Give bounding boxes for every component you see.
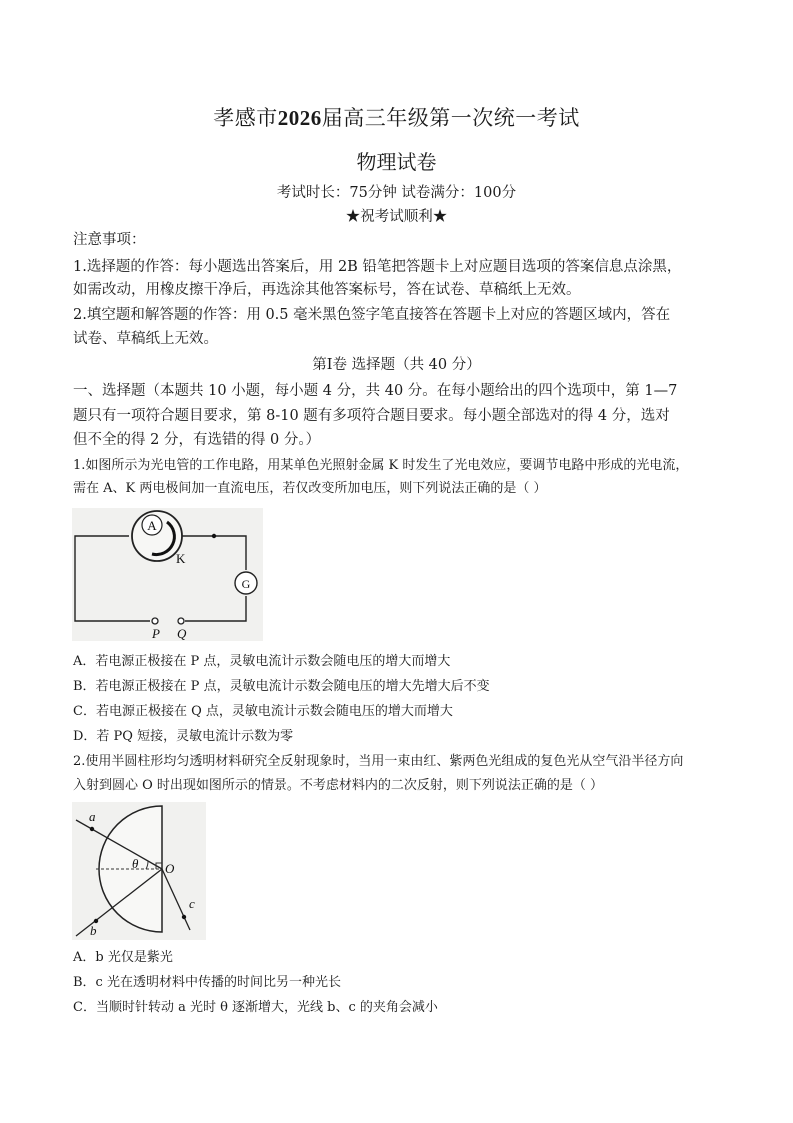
notice-item2-line1: 2.填空题和解答题的作答：用 0.5 毫米黑色签字笔直接答在答题卡上对应的答题区域内，答在 [73, 307, 671, 323]
notice-item1-line2: 如需改动，用橡皮擦干净后，再选涂其他答案标号，答在试卷、草稿纸上无效。 [73, 282, 581, 298]
q2-label-c: c [189, 896, 195, 911]
section-intro-line2: 题只有一项符合题目要求，第 8-10 题有多项符合题目要求。每小题全部选对的得 4 分，选对 [73, 408, 670, 424]
exam-meta: 考试时长：75分钟 试卷满分：100分 [276, 185, 517, 201]
exam-title [0, 102, 793, 132]
q1-label-k: K [176, 551, 186, 566]
exam-wish: ★祝考试顺利★ [345, 209, 448, 225]
q1-option-c: C．若电源正极接在 Q 点，灵敏电流计示数会随电压的增大而增大 [73, 704, 453, 719]
q1-circuit-figure [72, 508, 263, 641]
q1-option-b: B．若电源正极接在 P 点，灵敏电流计示数会随电压的增大先增大后不变 [73, 679, 490, 694]
q2-refraction-figure [72, 802, 206, 940]
q2-label-b: b [90, 923, 97, 938]
q2-option-a: A．b 光仅是紫光 [73, 950, 173, 965]
title-city: 孝感市 [213, 106, 278, 130]
notice-item1-line1: 1.选择题的作答：每小题选出答案后，用 2B 铅笔把答题卡上对应题目选项的答案信息点涂黑， [73, 259, 682, 275]
q1-label-a: A [147, 518, 157, 533]
q2-label-o: O [165, 861, 175, 876]
title-year: 2026 [277, 106, 322, 130]
section-intro-line1: 一、选择题（本题共 10 小题，每小题 4 分，共 40 分。在每小题给出的四个选项中，第 1—7 [73, 383, 678, 399]
q1-option-a: A．若电源正极接在 P 点，灵敏电流计示数会随电压的增大而增大 [73, 654, 451, 669]
q1-stem-line1: 1.如图所示为光电管的工作电路，用某单色光照射金属 K 时发生了光电效应，要调节电路中形成的光电流， [73, 458, 689, 473]
q1-label-q: Q [177, 626, 187, 641]
notice-item2-line2: 试卷、草稿纸上无效。 [73, 331, 218, 347]
q2-label-theta: θ [132, 856, 139, 871]
q1-label-p: P [152, 626, 160, 641]
q2-label-a: a [89, 809, 96, 824]
exam-subject: 物理试卷 [356, 150, 437, 174]
section-intro-line3: 但不全的得 2 分，有选错的得 0 分。） [73, 432, 321, 448]
title-rest: 届高三年级第一次统一考试 [321, 106, 580, 130]
section-title: 第Ⅰ卷 选择题（共 40 分） [312, 357, 481, 373]
q2-stem-line1: 2.使用半圆柱形均匀透明材料研究全反射现象时，当用一束由红、紫两色光组成的复色光从空气沿半径方向 [73, 754, 684, 769]
q2-stem-line2: 入射到圆心 O 时出现如图所示的情景。不考虑材料内的二次反射，则下列说法正确的是（ ） [73, 778, 604, 793]
q1-stem-line2: 需在 A、K 两电极间加一直流电压，若仅改变所加电压，则下列说法正确的是（ ） [73, 481, 547, 496]
notice-heading: 注意事项： [73, 232, 146, 248]
q1-label-g: G [241, 577, 251, 591]
q2-option-c: C．当顺时针转动 a 光时 θ 逐渐增大，光线 b、c 的夹角会减小 [73, 1000, 438, 1015]
q1-option-d: D．若 PQ 短接，灵敏电流计示数为零 [73, 729, 294, 744]
q2-option-b: B．c 光在透明材料中传播的时间比另一种光长 [73, 975, 341, 990]
